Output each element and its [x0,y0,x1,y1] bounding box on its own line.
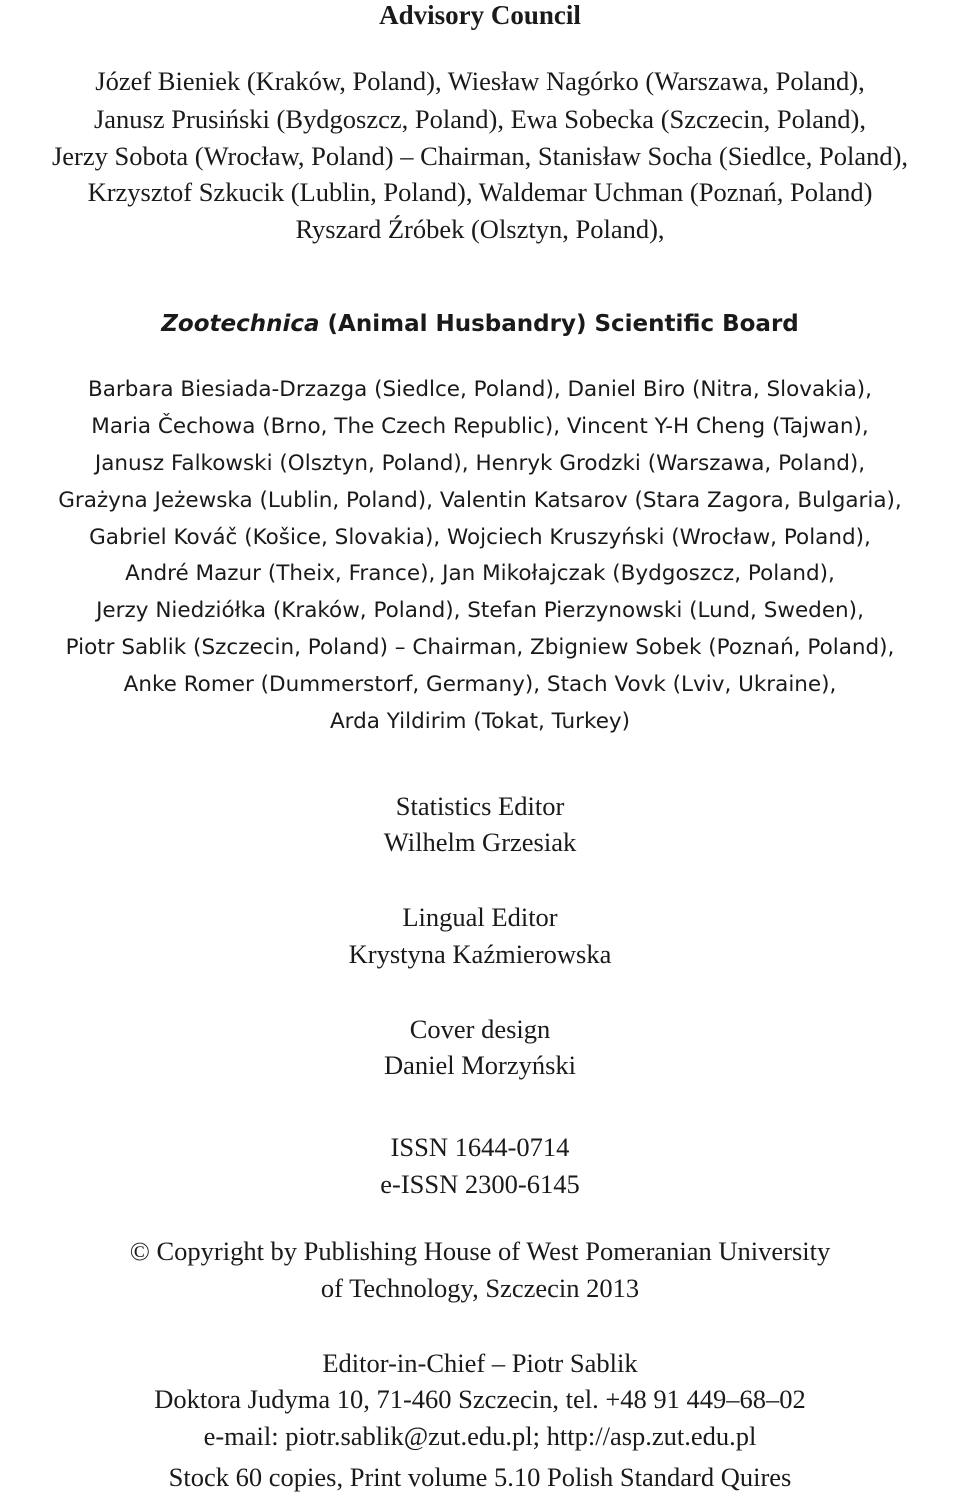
scientific-board-line: Gabriel Kováč (Košice, Slovakia), Wojciech Kruszyński (Wrocław, Poland), [89,525,871,550]
scientific-board-line: Anke Romer (Dummerstorf, Germany), Stach Vovk (Lviv, Ukraine), [123,672,837,697]
scientific-board-title [0,313,960,336]
advisory-council-line: Janusz Prusiński (Bydgoszcz, Poland), Ewa Sobecka (Szczecin, Poland), [93,104,866,134]
scientific-board-line: Piotr Sablik (Szczecin, Poland) – Chairman, Zbigniew Sobek (Poznań, Poland), [65,635,895,660]
cover-design-label: Cover design [409,1014,551,1044]
advisory-council-line: Józef Bieniek (Kraków, Poland), Wiesław Nagórko (Warszawa, Poland), [95,66,865,96]
cover-design-name: Daniel Morzyński [383,1050,577,1080]
lingual-editor-name: Krystyna Kaźmierowska [348,939,612,969]
journal-name: Zootechnica [161,311,320,337]
scientific-board-line: Arda Yildirim (Tokat, Turkey) [329,709,631,734]
editorial-contact: e-mail: piotr.sablik@zut.edu.pl; http://asp.zut.edu.pl [203,1421,757,1451]
issn-print: ISSN 1644-0714 [390,1132,570,1162]
scientific-board-line: Jerzy Niedziółka (Kraków, Poland), Stefan Pierzynowski (Lund, Sweden), [96,598,864,623]
copyright-line: of Technology, Szczecin 2013 [320,1273,640,1303]
advisory-council-line: Jerzy Sobota (Wrocław, Poland) – Chairman, Stanisław Socha (Siedlce, Poland), [51,141,909,171]
statistics-editor-label: Statistics Editor [395,791,565,821]
print-info: Stock 60 copies, Print volume 5.10 Polish Standard Quires [168,1462,792,1492]
editorial-address: Doktora Judyma 10, 71-460 Szczecin, tel. +48 91 449–68–02 [154,1384,806,1414]
scientific-board-line: Grażyna Jeżewska (Lublin, Poland), Valentin Katsarov (Stara Zagora, Bulgaria), [58,488,902,513]
copyright-line: © Copyright by Publishing House of West Pomeranian University [129,1236,831,1266]
scientific-board-title-rest: (Animal Husbandry) Scientific Board [319,311,799,337]
scientific-board-line: Barbara Biesiada-Drzazga (Siedlce, Poland), Daniel Biro (Nitra, Slovakia), [87,377,872,402]
issn-electronic: e-ISSN 2300-6145 [380,1169,580,1199]
scientific-board-line: Maria Čechowa (Brno, The Czech Republic), Vincent Y-H Cheng (Tajwan), [91,414,869,439]
scientific-board-line: André Mazur (Theix, France), Jan Mikołajczak (Bydgoszcz, Poland), [125,561,835,586]
editor-in-chief: Editor-in-Chief – Piotr Sablik [322,1348,638,1378]
advisory-council-title: Advisory Council [379,0,581,30]
lingual-editor-label: Lingual Editor [402,902,558,932]
advisory-council-line: Krzysztof Szkucik (Lublin, Poland), Waldemar Uchman (Poznań, Poland) [87,177,873,207]
statistics-editor-name: Wilhelm Grzesiak [383,827,577,857]
scientific-board-line: Janusz Falkowski (Olsztyn, Poland), Henryk Grodzki (Warszawa, Poland), [94,451,866,476]
advisory-council-line: Ryszard Źróbek (Olsztyn, Poland), [295,214,665,244]
